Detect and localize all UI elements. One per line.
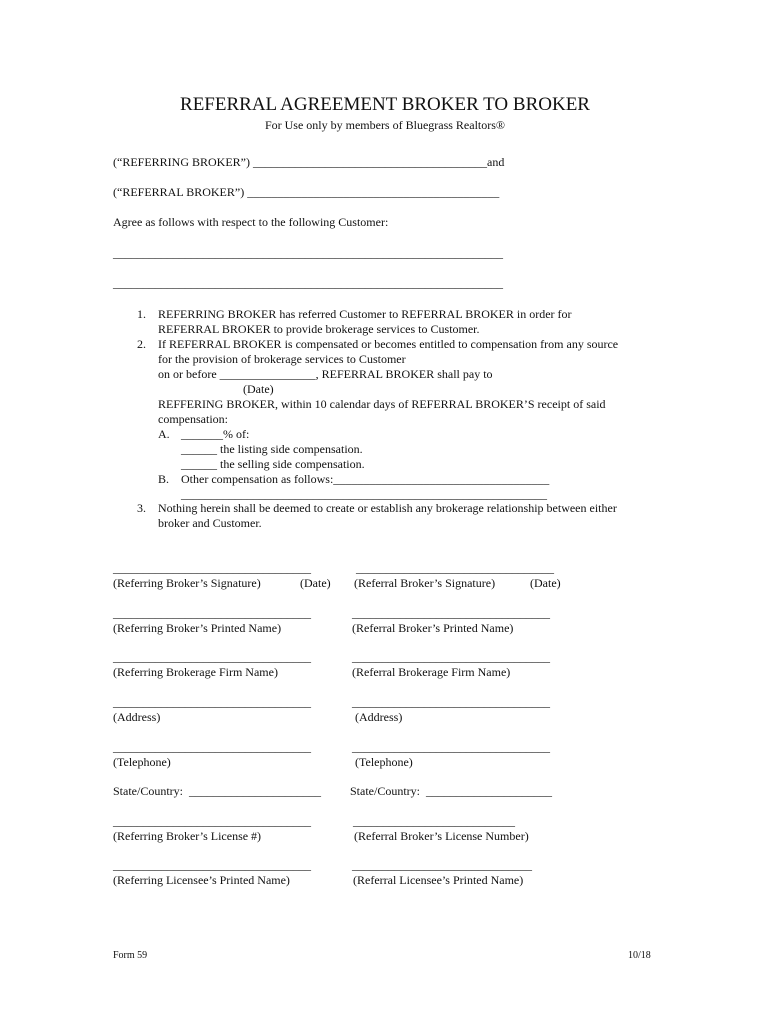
referral-signature-blank: _________________________________ <box>356 561 554 575</box>
referring-printed-name-blank: _________________________________ <box>113 606 311 620</box>
item-2b-label: B. <box>158 472 170 486</box>
referring-licensee-blank: _________________________________ <box>113 858 311 872</box>
referring-firm-label: (Referring Brokerage Firm Name) <box>113 665 278 679</box>
item-2a-label: A. <box>158 427 170 441</box>
item-2a-listing: ______ the listing side compensation. <box>181 442 363 456</box>
referral-address-blank: _________________________________ <box>352 695 550 709</box>
referring-firm-blank: _________________________________ <box>113 650 311 664</box>
referral-telephone-blank: _________________________________ <box>352 740 550 754</box>
referral-address-label: (Address) <box>355 710 403 724</box>
item-2-line-5: compensation: <box>158 412 228 426</box>
form-number: Form 59 <box>113 950 148 961</box>
item-2a-text: _______% of: <box>181 427 250 441</box>
item-2-line-1: If REFERRAL BROKER is compensated or becomes entitled to compensation from any source <box>158 337 619 351</box>
referring-printed-name-label: (Referring Broker’s Printed Name) <box>113 621 282 635</box>
referring-telephone-label: (Telephone) <box>113 755 171 769</box>
referral-licensee-label: (Referral Licensee’s Printed Name) <box>353 873 524 887</box>
item-3-line-2: broker and Customer. <box>158 516 262 530</box>
referring-signature-blank: _________________________________ <box>113 561 311 575</box>
referral-firm-label: (Referral Brokerage Firm Name) <box>352 665 511 679</box>
item-1-number: 1. <box>137 307 146 321</box>
referring-license-blank: _________________________________ <box>113 814 311 828</box>
referral-telephone-label: (Telephone) <box>355 755 413 769</box>
referring-licensee-label: (Referring Licensee’s Printed Name) <box>113 873 290 887</box>
form-revision: 10/18 <box>628 950 651 961</box>
agree-text: Agree as follows with respect to the following Customer: <box>113 215 389 229</box>
referral-licensee-blank: ______________________________ <box>352 858 532 872</box>
item-2a-selling: ______ the selling side compensation. <box>181 457 365 471</box>
item-2-line-3: on or before ________________, REFERRAL BROKER shall pay to <box>158 367 493 381</box>
referring-signature-label: (Referring Broker’s Signature) <box>113 576 261 590</box>
item-2b-text: Other compensation as follows:____________________________________ <box>181 472 550 486</box>
referral-state-country: State/Country: _____________________ <box>350 784 552 798</box>
item-3-line-1: Nothing herein shall be deemed to create or establish any brokerage relationship between either <box>158 501 617 515</box>
document-subtitle: For Use only by members of Bluegrass Realtors® <box>264 118 506 132</box>
item-3-number: 3. <box>137 501 146 515</box>
referral-signature-label: (Referral Broker’s Signature) <box>354 576 496 590</box>
referral-printed-name-blank: _________________________________ <box>352 606 550 620</box>
customer-blank-line-2: _________________________________________________________________ <box>113 276 503 290</box>
referring-signature-date-label: (Date) <box>300 576 331 590</box>
document-title: REFERRAL AGREEMENT BROKER TO BROKER <box>180 94 590 115</box>
referring-broker-line: (“REFERRING BROKER”) _______________________________________and <box>113 155 505 169</box>
item-2-line-4: REFFERING BROKER, within 10 calendar days of REFERRAL BROKER’S receipt of said <box>158 397 606 411</box>
referring-telephone-blank: _________________________________ <box>113 740 311 754</box>
referral-license-blank: ___________________________ <box>353 814 515 828</box>
referral-signature-date-label: (Date) <box>530 576 561 590</box>
referral-broker-line: (“REFERRAL BROKER”) __________________________________________ <box>113 185 500 199</box>
item-2-date-label: (Date) <box>243 382 274 396</box>
customer-blank-line-1: _________________________________________________________________ <box>113 246 503 260</box>
item-1-line-2: REFERRAL BROKER to provide brokerage services to Customer. <box>158 322 480 336</box>
referral-printed-name-label: (Referral Broker’s Printed Name) <box>352 621 514 635</box>
referring-state-country: State/Country: ______________________ <box>113 784 321 798</box>
referral-firm-blank: _________________________________ <box>352 650 550 664</box>
referral-license-label: (Referral Broker’s License Number) <box>354 829 529 843</box>
item-2b-line-2: _____________________________________________________________ <box>181 487 547 501</box>
item-2-line-2: for the provision of brokerage services to Customer <box>158 352 406 366</box>
item-1-line-1: REFERRING BROKER has referred Customer to REFERRAL BROKER in order for <box>158 307 572 321</box>
item-2-number: 2. <box>137 337 146 351</box>
referring-address-blank: _________________________________ <box>113 695 311 709</box>
referring-license-label: (Referring Broker’s License #) <box>113 829 262 843</box>
referring-address-label: (Address) <box>113 710 161 724</box>
